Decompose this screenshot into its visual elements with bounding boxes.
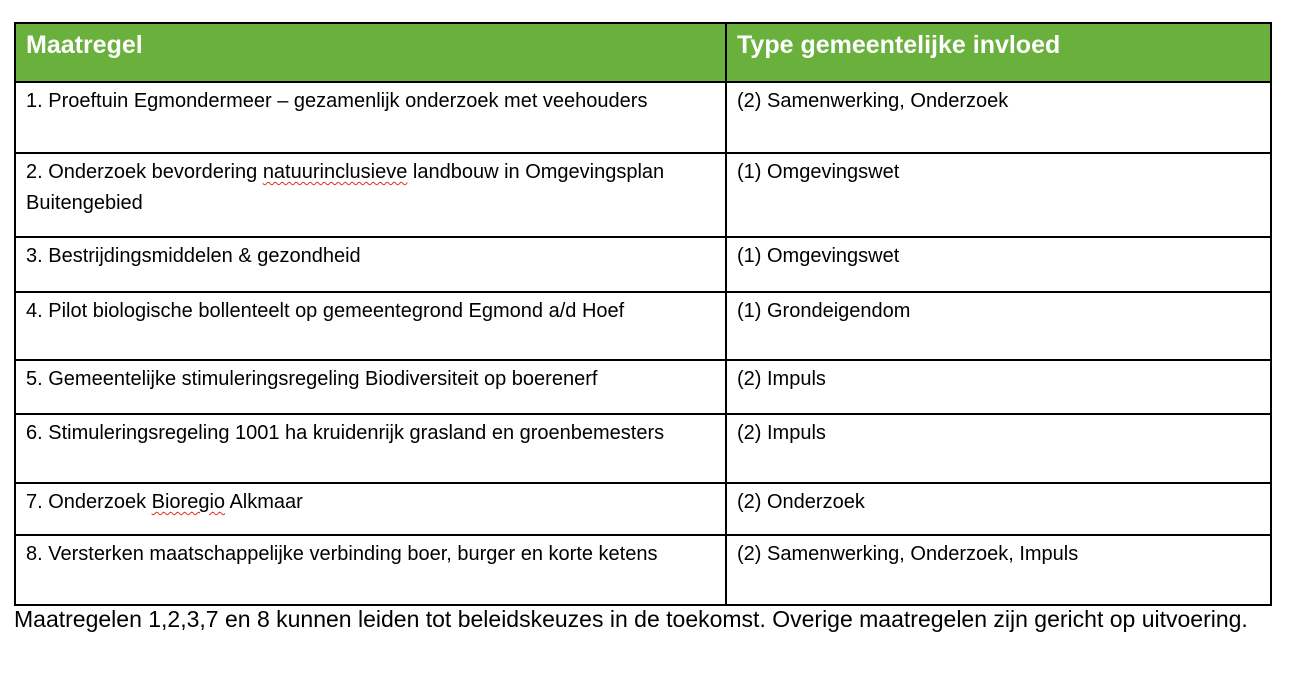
influence-cell: (1) Grondeigendom — [726, 292, 1271, 360]
measure-cell — [15, 483, 726, 535]
header-measure: Maatregel — [15, 23, 726, 82]
measure-cell: 5. Gemeentelijke stimuleringsregeling Biodiversiteit op boerenerf — [15, 360, 726, 414]
table-row — [15, 292, 1271, 360]
measures-table — [14, 22, 1272, 606]
influence-cell: (2) Samenwerking, Onderzoek — [726, 82, 1271, 153]
measure-cell: 3. Bestrijdingsmiddelen & gezondheid — [15, 237, 726, 292]
table-row — [15, 237, 1271, 292]
table-row — [15, 360, 1271, 414]
measure-cell: 1. Proeftuin Egmondermeer – gezamenlijk onderzoek met veehouders — [15, 82, 726, 153]
header-influence: Type gemeentelijke invloed — [726, 23, 1271, 82]
spellcheck-flagged-word[interactable]: Bioregio — [151, 491, 226, 513]
measure-text-after: Alkmaar — [225, 491, 303, 513]
influence-cell: (2) Samenwerking, Onderzoek, Impuls — [726, 535, 1271, 605]
measure-text-before: 2. Onderzoek bevordering — [26, 161, 263, 183]
spellcheck-flagged-word[interactable]: natuurinclusieve — [262, 161, 408, 183]
footnote-paragraph: Maatregelen 1,2,3,7 en 8 kunnen leiden tot beleidskeuzes in de toekomst. Overige maatregelen zijn gericht op uitvoering. — [14, 606, 1248, 632]
table-row — [15, 535, 1271, 605]
table-row — [15, 82, 1271, 153]
measure-cell — [15, 153, 726, 237]
influence-cell: (2) Impuls — [726, 360, 1271, 414]
measure-text-before: 7. Onderzoek — [26, 491, 152, 513]
measure-text-after: landbouw in Omgevingsplan Buitengebied — [26, 161, 665, 214]
influence-cell: (2) Onderzoek — [726, 483, 1271, 535]
measure-cell: 8. Versterken maatschappelijke verbinding boer, burger en korte ketens — [15, 535, 726, 605]
measure-cell: 6. Stimuleringsregeling 1001 ha kruidenrijk grasland en groenbemesters — [15, 414, 726, 483]
table-row — [15, 483, 1271, 535]
table-row — [15, 414, 1271, 483]
influence-cell: (2) Impuls — [726, 414, 1271, 483]
measure-cell: 4. Pilot biologische bollenteelt op gemeentegrond Egmond a/d Hoef — [15, 292, 726, 360]
influence-cell: (1) Omgevingswet — [726, 153, 1271, 237]
table-row — [15, 153, 1271, 237]
table-header-row — [15, 23, 1271, 82]
influence-cell: (1) Omgevingswet — [726, 237, 1271, 292]
